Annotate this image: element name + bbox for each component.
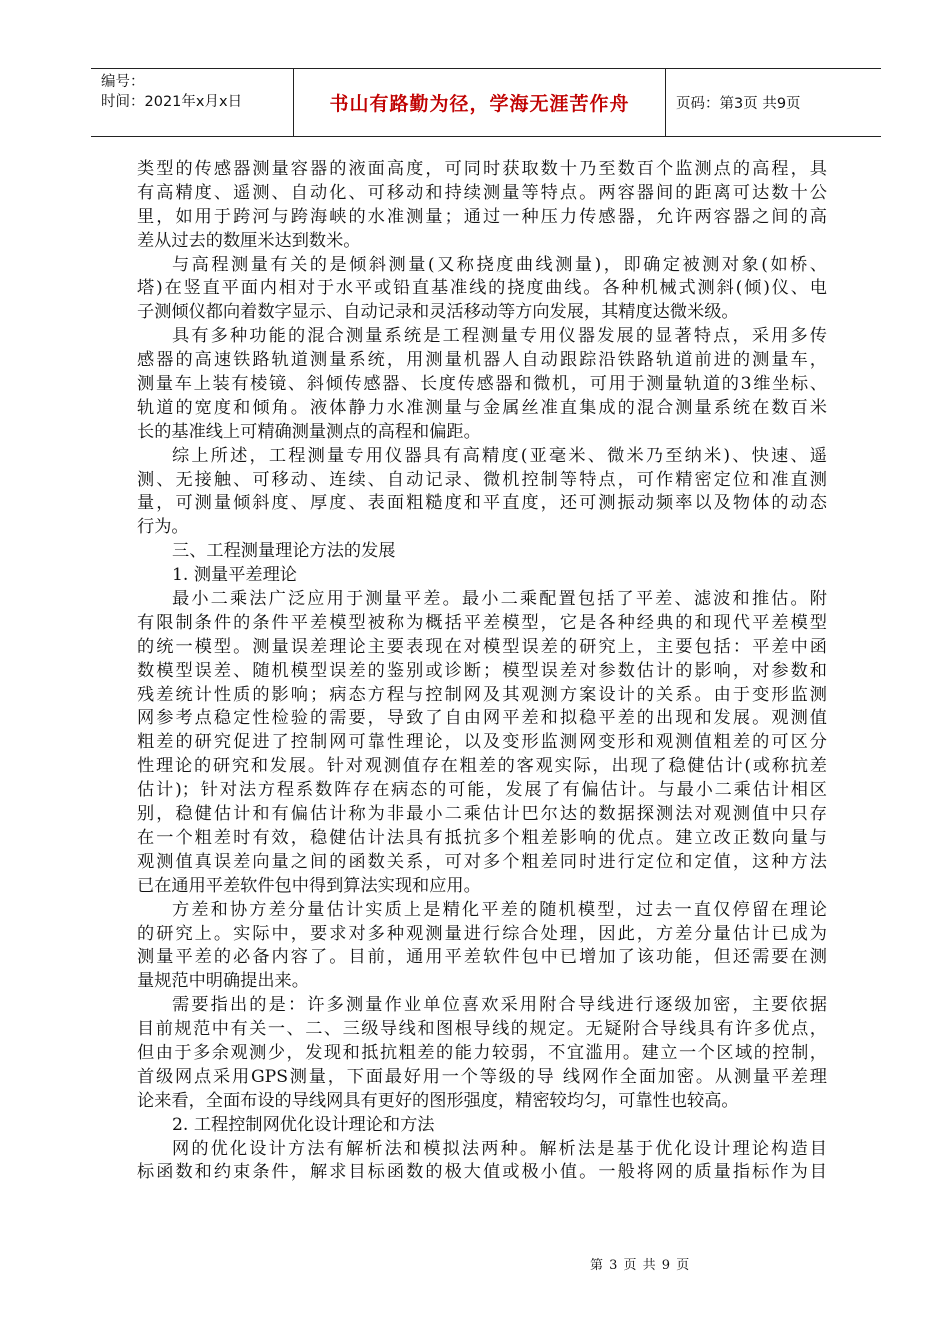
- header-table: [91, 68, 881, 137]
- text-line: 综上所述，工程测量专用仪器具有高精度(亚毫米、微米乃至纳米)、快速、遥: [172, 445, 827, 466]
- text-line: 类型的传感器测量容器的液面高度，可同时获取数十乃至数百个监测点的高程，具: [137, 159, 827, 179]
- text-line: 但由于多余观测少，发现和抵抗粗差的能力较弱，不宜滥用。建立一个区域的控制，: [137, 1042, 827, 1063]
- document-time-label: 时间：2021年x月x日: [101, 94, 243, 110]
- page-footer: 第 3 页 共 9 页: [590, 1258, 691, 1273]
- text-line: 测量平差的必备内容了。目前，通用平差软件包中已增加了该功能，但还需要在测: [137, 947, 827, 968]
- text-line: 有高精度、遥测、自动化、可移动和持续测量等特点。两容器间的距离可达数十公: [137, 182, 827, 203]
- text-line: 残差统计性质的影响；病态方程与控制网及其观测方案设计的关系。由于变形监测: [137, 684, 827, 705]
- text-line: 感器的高速铁路轨道测量系统，用测量机器人自动跟踪沿铁路轨道前进的测量车，: [137, 350, 827, 371]
- document-number-label: 编号：: [101, 74, 145, 90]
- text-line: 数模型误差、随机模型误差的鉴别或诊断；模型误差对参数估计的影响，对参数和: [137, 660, 827, 681]
- text-line: 三、工程测量理论方法的发展: [172, 541, 396, 562]
- text-line: 具有多种功能的混合测量系统是工程测量专用仪器发展的显著特点，采用多传: [172, 326, 827, 347]
- text-line: 网的优化设计方法有解析法和模拟法两种。解析法是基于优化设计理论构造目: [172, 1138, 827, 1159]
- text-line: 里，如用于跨河与跨海峡的水准测量；通过一种压力传感器，允许两容器之间的高: [137, 206, 827, 227]
- text-line: 论来看，全面布设的导线网具有更好的图形强度，精密较均匀，可靠性也较高。: [137, 1090, 739, 1111]
- text-line: 别，稳健估计和有偏估计称为非最小二乘估计巴尔达的数据探测法对观测值中只存: [137, 804, 827, 825]
- text-line: 已在通用平差软件包中得到算法实现和应用。: [137, 875, 481, 896]
- text-line: 子测倾仪都向着数字显示、自动记录和灵活移动等方向发展，其精度达微米级。: [137, 302, 739, 323]
- header-meta: [91, 69, 293, 136]
- text-line: 标函数和约束条件，解求目标函数的极大值或极小值。一般将网的质量指标作为目: [137, 1162, 827, 1183]
- text-line: 性理论的研究和发展。针对观测值存在粗差的客观实际，出现了稳健估计(或称抗差: [137, 756, 827, 777]
- text-line: 有限制条件的条件平差模型被称为概括平差模型，它是各种经典的和现代平差模型: [137, 612, 827, 633]
- text-line: 轨道的宽度和倾角。液体静力水准测量与金属丝准直集成的混合测量系统在数百米: [137, 397, 827, 418]
- text-line: 估计)；针对法方程系数阵存在病态的可能，发展了有偏估计。与最小二乘估计相区: [137, 780, 827, 801]
- text-line: 目前规范中有关一、二、三级导线和图根导线的规定。无疑附合导线具有许多优点，: [137, 1019, 827, 1040]
- text-line: 2. 工程控制网优化设计理论和方法: [172, 1114, 435, 1135]
- text-line: 1. 测量平差理论: [172, 565, 297, 586]
- text-line: 测量车上装有棱镜、斜倾传感器、长度传感器和微机，可用于测量轨道的3维坐标、: [137, 374, 827, 395]
- text-line: 测、无接触、可移动、连续、自动记录、微机控制等特点，可作精密定位和准直测: [137, 469, 827, 490]
- document-body: [137, 158, 827, 1185]
- text-line: 在一个粗差时有效，稳健估计法具有抵抗多个粗差影响的优点。建立改正数向量与: [137, 827, 827, 848]
- text-line: 观测值真误差向量之间的函数关系，可对多个粗差同时进行定位和定值，这种方法: [137, 851, 827, 872]
- text-line: 与高程测量有关的是倾斜测量(又称挠度曲线测量)，即确定被测对象(如桥、: [172, 254, 827, 275]
- text-line: 粗差的研究促进了控制网可靠性理论，以及变形监测网变形和观测值粗差的可区分: [137, 732, 827, 753]
- text-line: 首级网点采用GPS测量，下面最好用一个等级的导 线网作全面加密。从测量平差理: [137, 1066, 827, 1087]
- text-line: 的统一模型。测量误差理论主要表现在对模型误差的研究上，主要包括：平差中函: [137, 636, 827, 657]
- header-motto: 书山有路勤为径，学海无涯苦作舟: [293, 69, 666, 136]
- text-line: 最小二乘法广泛应用于测量平差。最小二乘配置包括了平差、滤波和推估。附: [172, 589, 827, 610]
- text-line: 需要指出的是：许多测量作业单位喜欢采用附合导线进行逐级加密，主要依据: [172, 995, 827, 1016]
- text-line: 差从过去的数厘米达到数米。: [137, 230, 361, 251]
- text-line: 行为。: [137, 517, 189, 538]
- header-page-number: 页码：第3页 共9页: [676, 96, 801, 112]
- text-line: 方差和协方差分量估计实质上是精化平差的随机模型，过去一直仅停留在理论: [172, 899, 827, 920]
- text-line: 的研究上。实际中，要求对多种观测量进行综合处理，因此，方差分量估计已成为: [137, 923, 827, 944]
- text-line: 网参考点稳定性检验的需要，导致了自由网平差和拟稳平差的出现和发展。观测值: [137, 708, 827, 729]
- text-line: 量规范中明确提出来。: [137, 971, 309, 992]
- text-line: 长的基准线上可精确测量测点的高程和偏距。: [137, 421, 481, 442]
- text-line: 量，可测量倾斜度、厚度、表面粗糙度和平直度，还可测振动频率以及物体的动态: [137, 493, 827, 514]
- text-line: 塔)在竖直平面内相对于水平或铅直基准线的挠度曲线。各种机械式测斜(倾)仪、电: [137, 278, 827, 299]
